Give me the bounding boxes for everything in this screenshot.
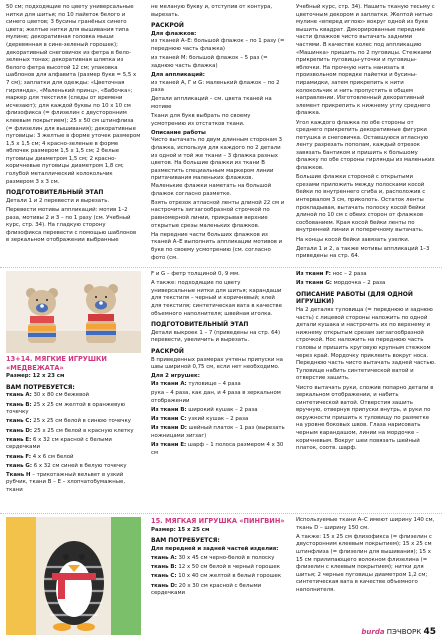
section-divider-2 [0, 513, 442, 514]
penguin-fabric-c: ткань С: 10 х 40 см желтой в белый горошек [151, 573, 282, 580]
bear-part-1: Из ткани А: туловище – 4 раза [151, 380, 241, 387]
bear-column-2 [151, 271, 286, 459]
bear-heading: 13+14. МЯГКИЕ ИГРУШКИ «МЕДВЕЖАТА» [6, 355, 107, 372]
penguin-sub-heading: Для передней и задней частей изделия: [151, 545, 279, 552]
bear-size: Размер: 12 х 23 см [6, 373, 65, 380]
prep-text-1: Детали 1 и 2 перевести и вырезать. [6, 197, 110, 204]
bear-part-8: Из ткани G: мордочка – 2 раза [296, 280, 386, 287]
penguin-column-3 [296, 517, 436, 596]
col3-text-5: Детали 1 и 2, а также мотивы аппликаций 1–3 приведены на стр. 64. [296, 245, 430, 260]
work-subheading: Описание работы [151, 129, 206, 136]
bear-fabric-b: ткань В: 25 х 25 см желтой в оранжевую точечку [6, 401, 125, 416]
bear-work-heading: ОПИСАНИЕ РАБОТЫ (ДЛЯ ОДНОЙ ИГРУШКИ) [296, 290, 413, 306]
bears-illustration [6, 271, 141, 353]
col3-text-4: На концы косой бейки завязать узелки. [296, 236, 410, 243]
bear-work-text-2: Чисто вытачать руки, сложив попарно детали в зеркальном отображении, и набить синтетической ватой. Отверстия зашить вручную, отвернув припуски внутрь, и руки по окружности пришить к туловищу по разметке на уровне боковых швов. Глаза нарисовать черным карандашом, линии на мордочке – коричневым. Вокруг шеи повязать шейный платок, соотв. шарф. [296, 384, 434, 452]
bear-fabric-a: ткань А: 30 х 80 см бежевой [6, 392, 90, 399]
cut-letter-text: не меланую букву и, отступив от контура, вырезать. [151, 4, 273, 18]
cutting-heading: РАСКРОЙ [151, 22, 184, 30]
penguin-fabric-d: ткань D: 20 х 30 см красной с белыми сердечками [151, 582, 262, 597]
bear-fabric-f: ткань F: 4 х 6 см белой [6, 453, 74, 460]
penguin-heading: 15. МЯГКАЯ ИГРУШКА «ПИНГВИН» [151, 517, 285, 525]
bear-two-toys-subheading: Для 2 игрушек: [151, 373, 200, 380]
bear-need-heading: ВАМ ПОТРЕБУЕТСЯ: [6, 383, 75, 391]
penguin-width-text: Используемые ткани А–С имеют ширину 140 см, ткань D – ширину 150 см. [296, 517, 435, 531]
applique-text-3: Ткани для букв выбрать по своему усмотрению из отстатков ткани. [151, 113, 251, 127]
col3-text-2: Угол каждого флажка по обе стороны от среднего прикрепить декоративные фигурки петушка и снеговичка. Оставшуюся атласную ленту разрезать пополам, каждый отрезок завязать бантиком и пришить к большому флажку по обе стороны гирлянды из маленьких флажков. [296, 119, 435, 172]
penguin-column-2 [151, 517, 286, 599]
penguin-fabric-b: ткань В: 12 х 50 см белой в черный горошек [151, 564, 280, 571]
bear-also-text: А также: подходящие по цвету универсальные нитки для шитья; карандаши для текстиля – черный и коричневый; клей для текстиля; синтетическая вата в качестве объемного наполнителя; швейная иголка. [151, 280, 282, 317]
bear-part-2: рука – 4 раза, как дан, и 4 раза в зеркальном отображении [151, 390, 281, 404]
section-divider-1 [0, 267, 442, 268]
top-column-1 [6, 4, 141, 247]
bear-part-7: Из ткани F: нос – 2 раза [296, 271, 367, 277]
prep-text-2: Перевести мотивы аппликаций: мотив 1–2 раза, мотивы 2 и 3 – по 1 разу (см. Учебный курс, стр. 34). На гладкую сторону флизофикса перевести с помощью шаблонов в зеркальном отображении выбранные [6, 207, 137, 244]
bear-fabric-e: ткань Е: 6 х 32 см красной с белыми сердечками [6, 436, 112, 451]
section-name: ПЭЧВОРК [384, 628, 424, 636]
bear-part-3: Из ткани В: широкий кушак – 2 раза [151, 406, 258, 413]
applique-subheading: Для аппликаций: [151, 71, 205, 78]
work-text-3: На передние части больших флажков из тканей А–Е выполнить аппликации мотивов и букв по своему усмотрению (см. согласно фото (см. [151, 231, 283, 261]
col3-text-1: Учебный курс, стр. 34). Нашить тканую тесьму с цветочным декором и заплатки. Желтой нитью мулине «вперед иглою» вокруг одной из букв вышить квадрат. Декорированные передние части флажков чисто вытачать задними частями. В качестве колес под аппликацию «Машинка» пришить по 2 пуговицы. Стежками прикрепить пуговицы-уточки и пуговицы-яблочки. На прочную нить нанизать в произвольном порядке пайетки и бусины-пирамидки, затем прикрепить к нити колокольчик и нить пропустить в общем направлении. Изготовленный декоративный элемент прикрепить к нижнему углу среднего флажка. [296, 4, 435, 117]
bear-column-1 [6, 355, 141, 496]
penguin-need-heading: ВАМ ПОТРЕБУЕТСЯ: [151, 537, 220, 545]
flags-text-1: из тканей А–Е: большой флажок – по 1 разу (= переднюю часть флажка) [151, 38, 285, 52]
penguin-size: Размер: 15 х 25 см [151, 526, 210, 533]
page-footer [361, 627, 436, 637]
bear-fabric-c: ткань С: 25 х 25 см белой в синюю точечку [6, 418, 131, 425]
bear-prep-heading: ПОДГОТОВИТЕЛЬНЫЙ ЭТАП [151, 321, 249, 329]
top-column-2 [151, 4, 286, 264]
bear-cutting-text: В приведенных размерах учтены припуски на швы шириной 0,75 см, если нет необходимо. [151, 356, 283, 371]
bear-part-4: Из ткани С: узкий кушак – 2 раза [151, 416, 249, 423]
penguin-also-text: А также: 15 х 25 см флизофикса (= флизелин с двусторонним клеевым покрытием); 15 х 25 см штинфлиза (= флизелин для вышивания); 15 х 15 см прилипающего волокном флизелина (= флизелин с клеевым покрытием); нитки для шитья; 2 черные пуговицы диаметром 1,2 см; синтетическая вата в качестве объемного наполнителя. [296, 533, 432, 593]
top-column-3 [296, 4, 436, 263]
bear-fabric-h: Ткань Н – трикотажный вельвет в узкий рубчик, ткани В – Е – хлопчатобумажные, ткани [6, 471, 126, 494]
brand-logo: burda [361, 628, 385, 636]
applique-text-1: из тканей А, Г и G: маленький флажок – по 2 раза [151, 79, 280, 94]
flags-text-2: из тканей М: большой флажок – 5 раз (= заднюю часть флажка) [151, 55, 268, 69]
bear-prep-text: Детали выкроек 1 – 7 (приведены на стр. 64) перевести, увеличить и вырезать. [151, 329, 281, 344]
prep-heading: ПОДГОТОВИТЕЛЬНЫЙ ЭТАП [6, 189, 104, 197]
applique-text-2: Детали аппликаций – см. цвета тканей на мотиве [151, 96, 272, 110]
page-number: 45 [423, 627, 436, 637]
bear-felt-text: F и G – фетр толщиной 0, 9 мм. [151, 271, 240, 277]
penguin-fabric-a: ткань А: 30 х 45 см черно-белой в полоску [151, 554, 275, 561]
bear-part-6: Из ткани Е: шарф – 1 полоса размером 4 х 30 см [151, 442, 284, 456]
bear-part-5: Из ткани D: шейный платок – 1 раз (вырезать ножницами зигзаг) [151, 425, 285, 439]
bear-fabric-d: ткань D: 25 х 25 см белой в красную клетку [6, 427, 134, 434]
flags-subheading: Для флажков: [151, 30, 197, 37]
bears-photo [6, 271, 141, 353]
col3-text-3: Большие флажки стороной с открытыми срезами приложить между полосками косой бейки по внутреннего сгиба и, расположив с интервалом 3 см, приколоть. Остаток ленты прокладывая, вытачать полоску косой бейки длиной по 10 см с обеих сторон от флажков сосбованием. Края косой бейки ленты по внутренней линии и поперечному вытачать. [296, 174, 426, 234]
bear-fabric-g: ткань G: 6 х 32 см синей в белую точечку [6, 462, 127, 469]
work-text-1: Чисто вытачать по двум длинным сторонам 3 флажка, используя для каждого по 2 детали из одной и той же ткани – 3 флажка разных цветов. На большие флажки из ткани В разместить специальным маркером линии притачивания маленьких флажков. Маленькие флажки наметать на большой флажок согласно разметке. [151, 137, 283, 197]
bear-column-3 [296, 271, 436, 454]
materials-text: 50 см; подходящие по цвету универсальные нитки для шитья; по 10 пайеток белого и синего цветов; 3 бусины гранёных синего цвета; желтые нитки для вышивания типа мулине; декоративная головка мыши (деревянная в сине-зеленый горошек); декоративный снеговичок из фетра в бело-зеленых тонах; декоративная шляпка из белого фетра высотой 12 см; упаковка шаблонов для алфавита (размер букв = 5,5 х 7 см); заплатки для одежды: «Цветочная гирлянда», «Маленький принц», «Бабочка»; маркер для текстиля (следы от времени исчезают); для каждой буквы по 10 х 10 см флизофикса (= флизелин с двусторонним клеевым покрытием); 25 х 50 см штинфлиза (= флизелин для вышивания); декоративные пуговицы: 3 желтые в форме уточек размером 1,5 х 1,5 см; 4 красно-зеленые в форме яблочек размером 1,5 х 1,5 см; 2 белые пуговицы диаметром 1,5 см; 2 красно-коричневые пуговицы диаметром 1,8 см; голубой металлический колокольчик размером 3 х 3 см. [6, 4, 141, 185]
bear-cutting-heading: РАСКРОЙ [151, 347, 184, 355]
work-text-2: Взять отрезок атласной ленты длиной 22 см и настрочить зигзагообразной строчкой по равномерной линии, прикрывая верхние открытые срезы маленьких флажков. [151, 199, 285, 229]
penguin-photo [6, 517, 141, 635]
penguin-illustration [6, 517, 141, 635]
bear-work-text-1: На 2 деталях туловища (= переднюю и заднюю часть) с лицевой стороны наложить по одной детали кушака и настрочить их по верхнему и нижнему открытым срезам зигзагообразной строчкой. Нос наложить на переднюю часть головы и пришить круговую крупным стежком через край. Мордочку приклеить вокруг носа. Переднюю часть чисто вытачать задней частью. Туловище набить синтетической ватой и отверстие зашить. [296, 306, 436, 382]
